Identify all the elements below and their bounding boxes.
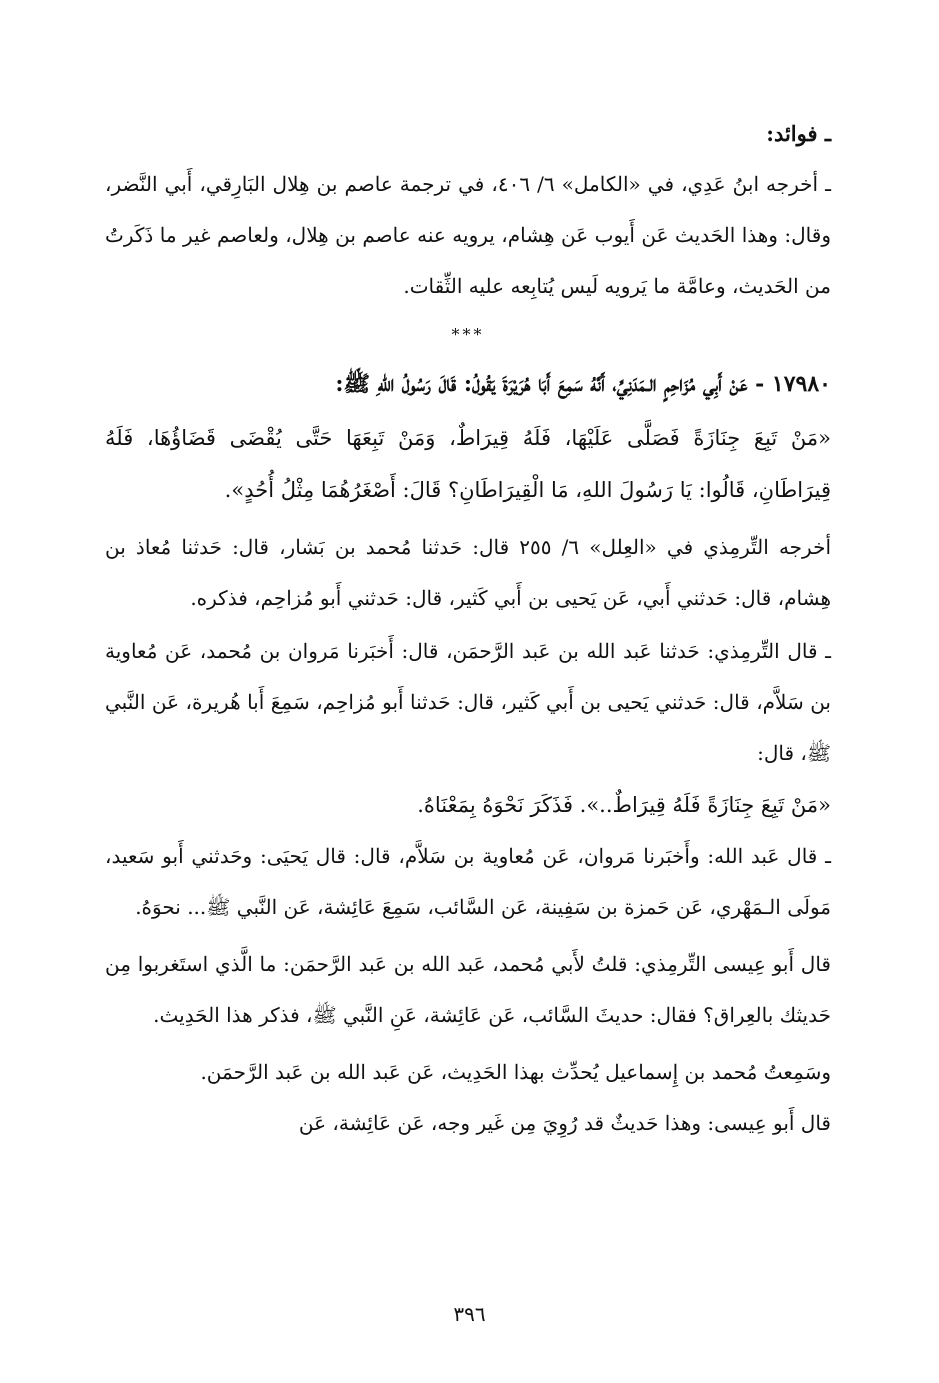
hadith-intro: ١٧٩٨٠ - عَنْ أَبِي مُزَاحِمٍ الـمَدَنِيِّ، أَنَّهُ سَمِعَ أَبَا هُرَيْرَةَ يَقُولُ: قَالَ رَسُولُ اللهِ ﷺ: [335, 371, 831, 397]
section-heading: ـ فوائد: [766, 121, 831, 146]
takhrij-paragraph-1: أخرجه التِّرمِذي في «العِلل» ٦/ ٢٥٥ قال: حَدثنا مُحمد بن بَشار، قال: حَدثنا مُعاذ بن هِشام، قال: حَدثني أَبي، عَن يَحيى بن أَبي كَثير، قال: حَدثني أَبو مُزاحِم، فذكره. [105, 535, 831, 610]
takhrij-paragraph-2: ـ قال التِّرمِذي: حَدثنا عَبد الله بن عَبد الرَّحمَن، قال: أَخبَرنا مَروان بن مُحمد، عَن مُعاوية بن سَلاَّم، قال: حَدثني يَحيى بن أَبي كَثير، قال: حَدثنا أَبو مُزاحِم، سَمِعَ أَبا هُريرة، عَن النَّبي ﷺ، قال: [105, 639, 831, 765]
takhrij-paragraph-5: وسَمِعتُ مُحمد بن إِسماعيل يُحدِّث بهذا الحَدِيث، عَن عَبد الله بن عَبد الرَّحمَن. [200, 1060, 831, 1084]
page-number: ٣٩٦ [453, 1302, 486, 1326]
takhrij-paragraph-6: قال أَبو عِيسى: وهذا حَديثٌ قد رُوِيَ مِن غَير وجه، عَن عَائِشة، عَن [298, 1111, 831, 1135]
section-separator: *** [451, 325, 485, 344]
hadith-short: «مَنْ تَبِعَ جِنَازَةً فَلَهُ قِيرَاطٌ..». فَذَكَرَ نَحْوَهُ بِمَعْنَاهُ. [417, 793, 831, 817]
hadith-text: «مَنْ تَبِعَ جِنَازَةً فَصَلَّى عَلَيْهَا، فَلَهُ قِيرَاطٌ، وَمَنْ تَبِعَهَا حَتَّى يُقْضَى قَضَاؤُهَا، فَلَهُ قِيرَاطَانِ، قَالُوا: يَا رَسُولَ اللهِ، مَا الْقِيرَاطَانِ؟ قَالَ: أَصْغَرُهُمَا مِثْلُ أُحُدٍ». [105, 426, 831, 502]
benefit-paragraph: ـ أخرجه ابنُ عَدِي، في «الكامل» ٦/ ٤٠٦، في ترجمة عاصم بن هِلال البَارِقي، أَبي النَّضر، وقال: وهذا الحَديث عَن أَيوب عَن هِشام، يرويه عنه عاصم بن هِلال، ولعاصم غير ما ذَكَرتُ من الحَديث، وعامَّة ما يَرويه لَيس يُتابِعه عليه الثِّقات. [105, 172, 831, 298]
takhrij-paragraph-3: ـ قال عَبد الله: وأَخبَرنا مَروان، عَن مُعاوية بن سَلاَّم، قال: قال يَحيَى: وحَدثني أَبو سَعيد، مَولَى الـمَهْري، عَن حَمزة بن سَفِينة، عَن السَّائب، سَمِعَ عَائِشة، عَن النَّبي ﷺ... نحوَهُ. [105, 844, 831, 919]
page-body [105, 108, 831, 1149]
takhrij-paragraph-4: قال أَبو عِيسى التِّرمِذي: قلتُ لأَبي مُحمد، عَبد الله بن عَبد الرَّحمَن: ما الَّذي استَغربوا مِن حَديثك بالعِراق؟ فقال: حديثَ السَّائب، عَن عَائِشة، عَنِ النَّبي ﷺ، فذكر هذا الحَدِيث. [105, 952, 831, 1027]
